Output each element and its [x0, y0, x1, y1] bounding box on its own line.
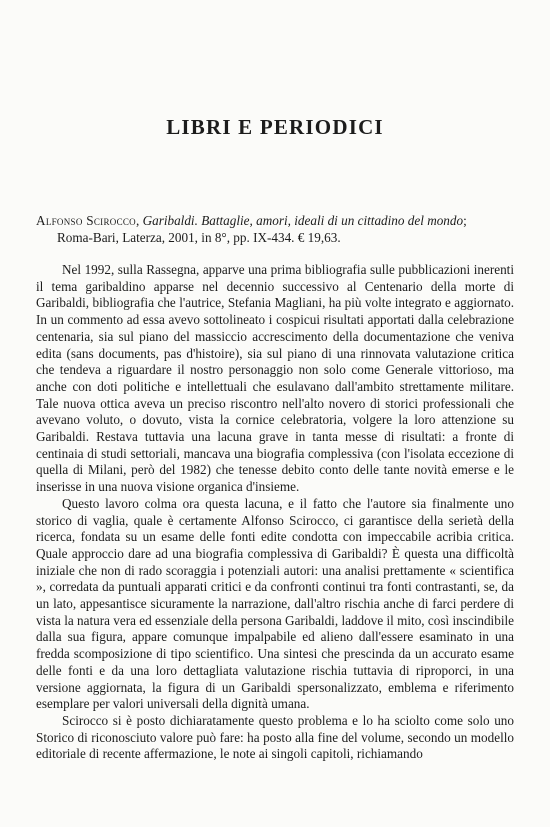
citation-author: Alfonso Scirocco — [36, 213, 136, 228]
review-body — [36, 262, 514, 763]
citation-separator: , — [135, 213, 143, 228]
paragraph-1: Nel 1992, sulla Rassegna, apparve una prima bibliografia sulle pubblicazioni inerenti il tema garibaldino apparse nel decennio successivo al Centenario della morte di Garibaldi, bibliografia che l'autrice, Stefania Magliani, ha più volte integrato e aggiornato. In un commento ad essa avevo sottolineato i cospicui risultati apportati dalla celebrazione centenaria, sia sul piano del massiccio accrescimento della documentazione che veniva edita (sans documents, pas d'histoire), sia sul piano di una rinnovata valutazione critica che tendeva a riguardare il nostro personaggio non solo come Generale vittorioso, ma anche con doti politiche e intellettuali che esulavano dall'ambito strettamente militare. Tale nuova ottica aveva un preciso riscontro nell'alto novero di storici professionali che avevano voluto, o dovuto, vista la cornice celebratoria, volgere la loro attenzione su Garibaldi. Restava tuttavia una lacuna grave in tanta messe di risultati: a fronte di centinaia di studi settoriali, mancava una biografia complessiva (con l'isolata eccezione di quella di Milani, però del 1982) che tenesse debito conto delle tante novità emerse e le inserisse in una nuova visione organica d'insieme. — [36, 262, 514, 495]
book-citation — [36, 212, 514, 246]
section-heading: LIBRI E PERIODICI — [166, 115, 384, 139]
paragraph-3: Scirocco si è posto dichiaratamente questo problema e lo ha sciolto come solo uno Storico di riconosciuto valore può fare: ha posto alla fine del volume, secondo un modello editoriale di recente affermazione, le note ai singoli capitoli, richiamando — [36, 712, 514, 762]
citation-end: ; — [463, 213, 467, 228]
citation-title: Garibaldi. Battaglie, amori, ideali di un cittadino del mondo — [142, 213, 464, 228]
citation-details: Roma-Bari, Laterza, 2001, in 8°, pp. IX-434. € 19,63. — [57, 230, 341, 245]
paragraph-2: Questo lavoro colma ora questa lacuna, e il fatto che l'autore sia finalmente uno storico di vaglia, quale è certamente Alfonso Scirocco, ci garantisce della serietà della ricerca, fondata su un esame delle fonti edite condotta con impeccabile acribia critica. Quale approccio dare ad una biografia complessiva di Garibaldi? È questa una difficoltà iniziale che non di rado scoraggia i potenziali autori: una analisi prettamente « scientifica », corredata da puntuali apparati critici e da confronti continui tra fonti contrastanti, se, da un lato, appesantisce sicuramente la narrazione, dall'altro rischia anche di farci perdere di vista la natura vera ed essenziale della persona Garibaldi, laddove il mito, così inscindibile dalla sua figura, appare comunque impalpabile ed alieno dall'essere esaminato in una fredda scomposizione di tipo scientifico. Una sintesi che prescinda da un accurato esame delle fonti e da una loro dettagliata valutazione rischia tuttavia di riproporci, in una versione aggiornata, la figura di un Garibaldi spersonalizzato, emblema e riferimento esemplare per valori universali della dignità umana. — [36, 495, 514, 712]
